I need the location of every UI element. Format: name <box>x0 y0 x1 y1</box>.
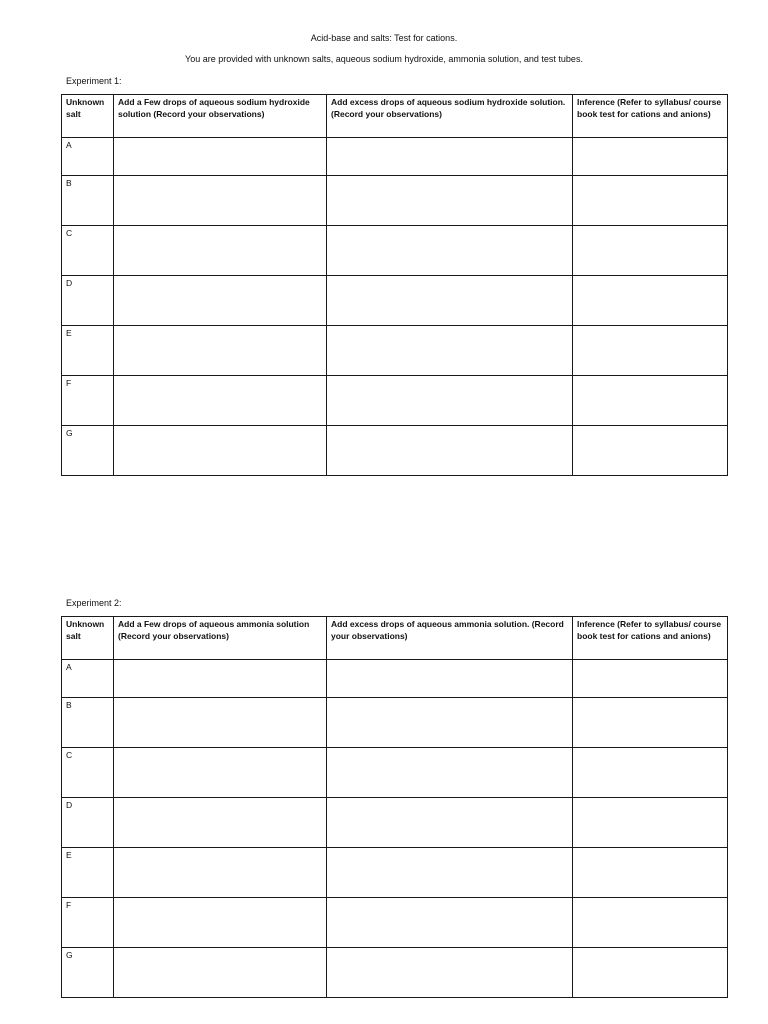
table-row <box>62 376 728 426</box>
inference-cell[interactable] <box>573 138 728 176</box>
excess-drops-observation-cell[interactable] <box>327 138 573 176</box>
few-drops-observation-cell[interactable] <box>114 138 327 176</box>
header-unknown-salt: Unknown salt <box>62 95 114 138</box>
table-row <box>62 426 728 476</box>
few-drops-observation-cell[interactable] <box>114 748 327 798</box>
salt-label: G <box>62 426 114 476</box>
table-row <box>62 848 728 898</box>
table-row <box>62 660 728 698</box>
few-drops-observation-cell[interactable] <box>114 426 327 476</box>
excess-drops-observation-cell[interactable] <box>327 276 573 326</box>
salt-label: D <box>62 276 114 326</box>
few-drops-observation-cell[interactable] <box>114 798 327 848</box>
salt-label: E <box>62 848 114 898</box>
inference-cell[interactable] <box>573 748 728 798</box>
header-unknown-salt: Unknown salt <box>62 617 114 660</box>
header-inference: Inference (Refer to syllabus/ course book test for cations and anions) <box>573 95 728 138</box>
header-excess-drops: Add excess drops of aqueous sodium hydroxide solution. (Record your observations) <box>327 95 573 138</box>
excess-drops-observation-cell[interactable] <box>327 426 573 476</box>
salt-label: F <box>62 898 114 948</box>
inference-cell[interactable] <box>573 798 728 848</box>
inference-cell[interactable] <box>573 848 728 898</box>
few-drops-observation-cell[interactable] <box>114 948 327 998</box>
instructions-text: You are provided with unknown salts, aqueous sodium hydroxide, ammonia solution, and test tubes. <box>185 54 583 64</box>
salt-label: A <box>62 660 114 698</box>
excess-drops-observation-cell[interactable] <box>327 748 573 798</box>
inference-cell[interactable] <box>573 948 728 998</box>
header-excess-drops: Add excess drops of aqueous ammonia solution. (Record your observations) <box>327 617 573 660</box>
excess-drops-observation-cell[interactable] <box>327 898 573 948</box>
experiment-1-label: Experiment 1: <box>66 76 122 86</box>
few-drops-observation-cell[interactable] <box>114 276 327 326</box>
inference-cell[interactable] <box>573 898 728 948</box>
salt-label: A <box>62 138 114 176</box>
few-drops-observation-cell[interactable] <box>114 226 327 276</box>
header-inference: Inference (Refer to syllabus/ course book test for cations and anions) <box>573 617 728 660</box>
table-row <box>62 698 728 748</box>
few-drops-observation-cell[interactable] <box>114 376 327 426</box>
inference-cell[interactable] <box>573 276 728 326</box>
table-row <box>62 898 728 948</box>
excess-drops-observation-cell[interactable] <box>327 376 573 426</box>
table-row <box>62 748 728 798</box>
header-row <box>62 617 728 660</box>
salt-label: B <box>62 176 114 226</box>
salt-label: E <box>62 326 114 376</box>
excess-drops-observation-cell[interactable] <box>327 698 573 748</box>
excess-drops-observation-cell[interactable] <box>327 798 573 848</box>
salt-label: C <box>62 748 114 798</box>
excess-drops-observation-cell[interactable] <box>327 848 573 898</box>
few-drops-observation-cell[interactable] <box>114 326 327 376</box>
salt-label: F <box>62 376 114 426</box>
excess-drops-observation-cell[interactable] <box>327 660 573 698</box>
experiment-2-label: Experiment 2: <box>66 598 122 608</box>
header-few-drops: Add a Few drops of aqueous ammonia solution (Record your observations) <box>114 617 327 660</box>
excess-drops-observation-cell[interactable] <box>327 326 573 376</box>
table-row <box>62 226 728 276</box>
few-drops-observation-cell[interactable] <box>114 698 327 748</box>
few-drops-observation-cell[interactable] <box>114 176 327 226</box>
header-row <box>62 95 728 138</box>
few-drops-observation-cell[interactable] <box>114 660 327 698</box>
excess-drops-observation-cell[interactable] <box>327 226 573 276</box>
inference-cell[interactable] <box>573 426 728 476</box>
excess-drops-observation-cell[interactable] <box>327 948 573 998</box>
table-row <box>62 276 728 326</box>
experiment-1-table <box>61 94 728 476</box>
inference-cell[interactable] <box>573 226 728 276</box>
inference-cell[interactable] <box>573 376 728 426</box>
excess-drops-observation-cell[interactable] <box>327 176 573 226</box>
salt-label: B <box>62 698 114 748</box>
few-drops-observation-cell[interactable] <box>114 898 327 948</box>
experiment-2-table <box>61 616 728 998</box>
few-drops-observation-cell[interactable] <box>114 848 327 898</box>
table-row <box>62 176 728 226</box>
inference-cell[interactable] <box>573 698 728 748</box>
inference-cell[interactable] <box>573 176 728 226</box>
table-row <box>62 948 728 998</box>
salt-label: D <box>62 798 114 848</box>
table-row <box>62 798 728 848</box>
salt-label: C <box>62 226 114 276</box>
inference-cell[interactable] <box>573 326 728 376</box>
header-few-drops: Add a Few drops of aqueous sodium hydroxide solution (Record your observations) <box>114 95 327 138</box>
document-title: Acid-base and salts: Test for cations. <box>310 33 458 43</box>
salt-label: G <box>62 948 114 998</box>
table-row <box>62 138 728 176</box>
table-row <box>62 326 728 376</box>
inference-cell[interactable] <box>573 660 728 698</box>
